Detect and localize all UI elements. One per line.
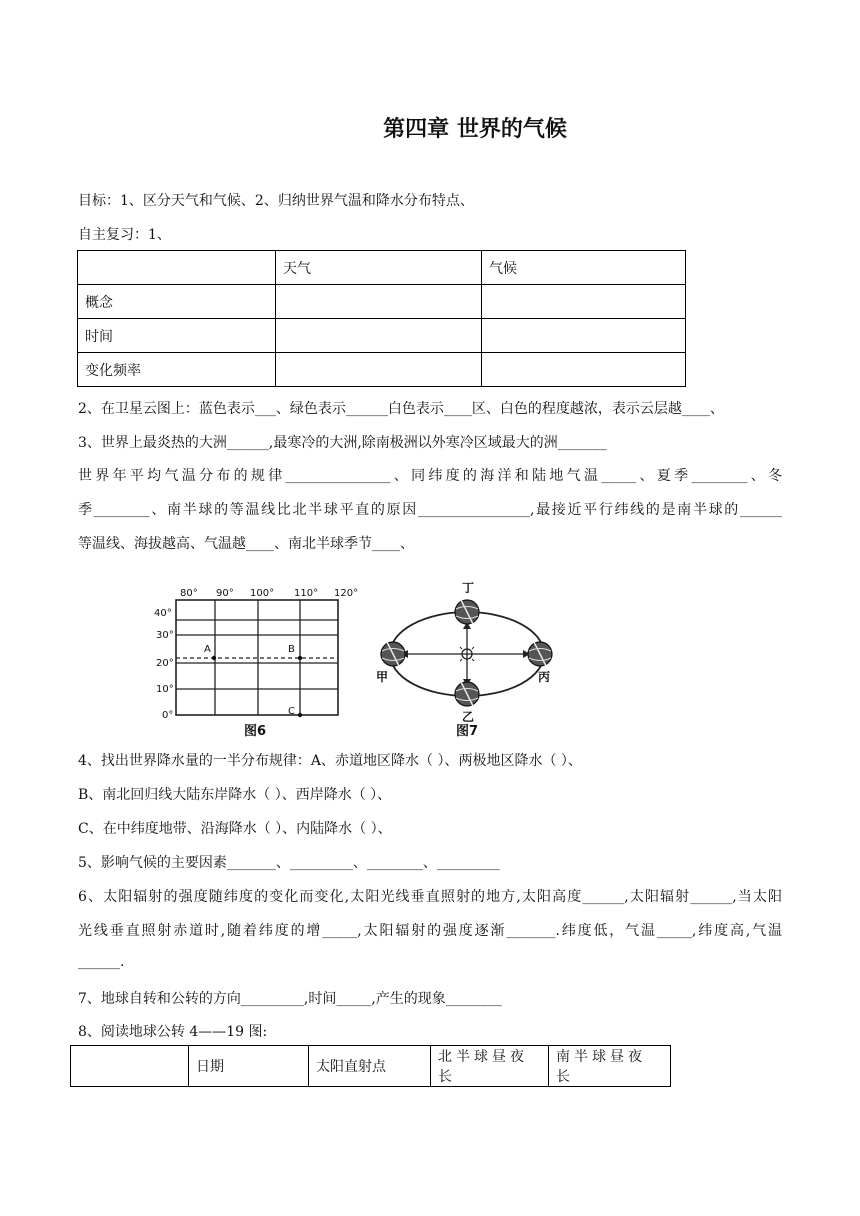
question-6-line-3: ______. [78,954,125,970]
question-6-line-2: 光线垂直照射赤道时,随着纬度的增_____,太阳辐射的强度逐渐_______.纬度低，气温_____,纬度高,气温 [78,923,782,939]
lon-label: 90° [216,588,234,599]
point-label-b: B [288,644,295,655]
lat-label: 10° [156,684,174,695]
table-header-cell [71,1046,189,1087]
table-cell[interactable] [276,285,482,319]
lat-label: 20° [156,658,174,669]
page-title: 第四章 世界的气候 [383,117,567,142]
table-cell[interactable] [482,353,686,387]
lon-label: 80° [180,588,198,599]
table-cell: 变化频率 [78,353,276,387]
table-cell[interactable] [482,319,686,353]
question-6-line-1: 6、太阳辐射的强度随纬度的变化而变化,太阳光线垂直照射的地方,太阳高度______,太阳辐射______,当太阳 [78,889,782,905]
table-cell[interactable] [482,285,686,319]
orbit-table [70,1045,671,1087]
question-3-line-2: 世界年平均气温分布的规律_______________、同纬度的海洋和陆地气温_____、夏季________、冬 [78,468,782,484]
table-row [78,319,686,353]
objective-text: 目标：1、区分天气和气候、2、归纳世界气温和降水分布特点、 [78,193,474,209]
table-header-cell: 气候 [482,251,686,285]
table-cell[interactable] [276,353,482,387]
figure-7-caption: 图7 [456,724,479,738]
earth-icon [528,642,552,666]
weather-climate-table [77,250,686,387]
question-7: 7、地球自转和公转的方向_________,时间_____,产生的现象________ [78,991,502,1007]
table-row [71,1046,671,1087]
position-label-bing: 丙 [538,670,551,684]
earth-icon [381,642,405,666]
lon-label: 100° [250,588,275,599]
earth-icon [455,600,479,624]
table-row [78,353,686,387]
lat-label: 30° [156,630,174,641]
figure-6-grid [176,600,338,717]
table-row [78,251,686,285]
table-header-cell: 天气 [276,251,482,285]
position-label-jia: 甲 [376,670,389,684]
table-header-cell: 太阳直射点 [309,1046,431,1087]
question-3-line-1: 3、世界上最炎热的大洲______,最寒冷的大洲,除南极洲以外寒冷区域最大的洲_______ [78,435,607,451]
point-label-a: A [204,644,211,655]
position-label-ding: 丁 [462,581,475,595]
lat-label: 40° [154,608,172,619]
figures-svg [140,578,580,738]
table-cell[interactable] [276,319,482,353]
question-8: 8、阅读地球公转 4——19 图: [78,1024,268,1040]
position-label-yi: 乙 [462,710,475,724]
table-header-cell: 南半球昼夜长 [549,1046,671,1087]
question-3-line-4: 等温线、海拔越高、气温越____、南北半球季节____、 [78,536,414,552]
table-cell: 时间 [78,319,276,353]
lat-label: 0° [162,710,174,721]
lon-label: 110° [294,588,319,599]
question-3-line-3: 季________、南半球的等温线比北半球平直的原因________________,最接近平行纬线的是南半球的______ [78,502,782,518]
question-4-line-2: B、南北回归线大陆东岸降水（ ）、西岸降水（ ）、 [78,787,392,803]
lon-label: 120° [334,588,359,599]
question-5: 5、影响气候的主要因素_______、_________、________、_________ [78,855,500,871]
figure-6-caption: 图6 [244,724,267,738]
point-label-c: C [288,706,295,717]
table-header-cell: 北半球昼夜长 [431,1046,549,1087]
table-header-cell: 日期 [189,1046,309,1087]
question-2: 2、在卫星云图上：蓝色表示___、绿色表示______白色表示____区、白色的程度越浓，表示云层越____、 [78,401,724,417]
table-header-cell [78,251,276,285]
figures [140,578,580,738]
table-cell: 概念 [78,285,276,319]
earth-icon [455,682,479,706]
review-intro: 自主复习：1、 [78,227,171,243]
question-4-line-3: C、在中纬度地带、沿海降水（ ）、内陆降水（ ）、 [78,821,392,837]
question-4-line-1: 4、找出世界降水量的一半分布规律：A、赤道地区降水（ ）、两极地区降水（ ）、 [78,753,582,769]
table-row [78,285,686,319]
